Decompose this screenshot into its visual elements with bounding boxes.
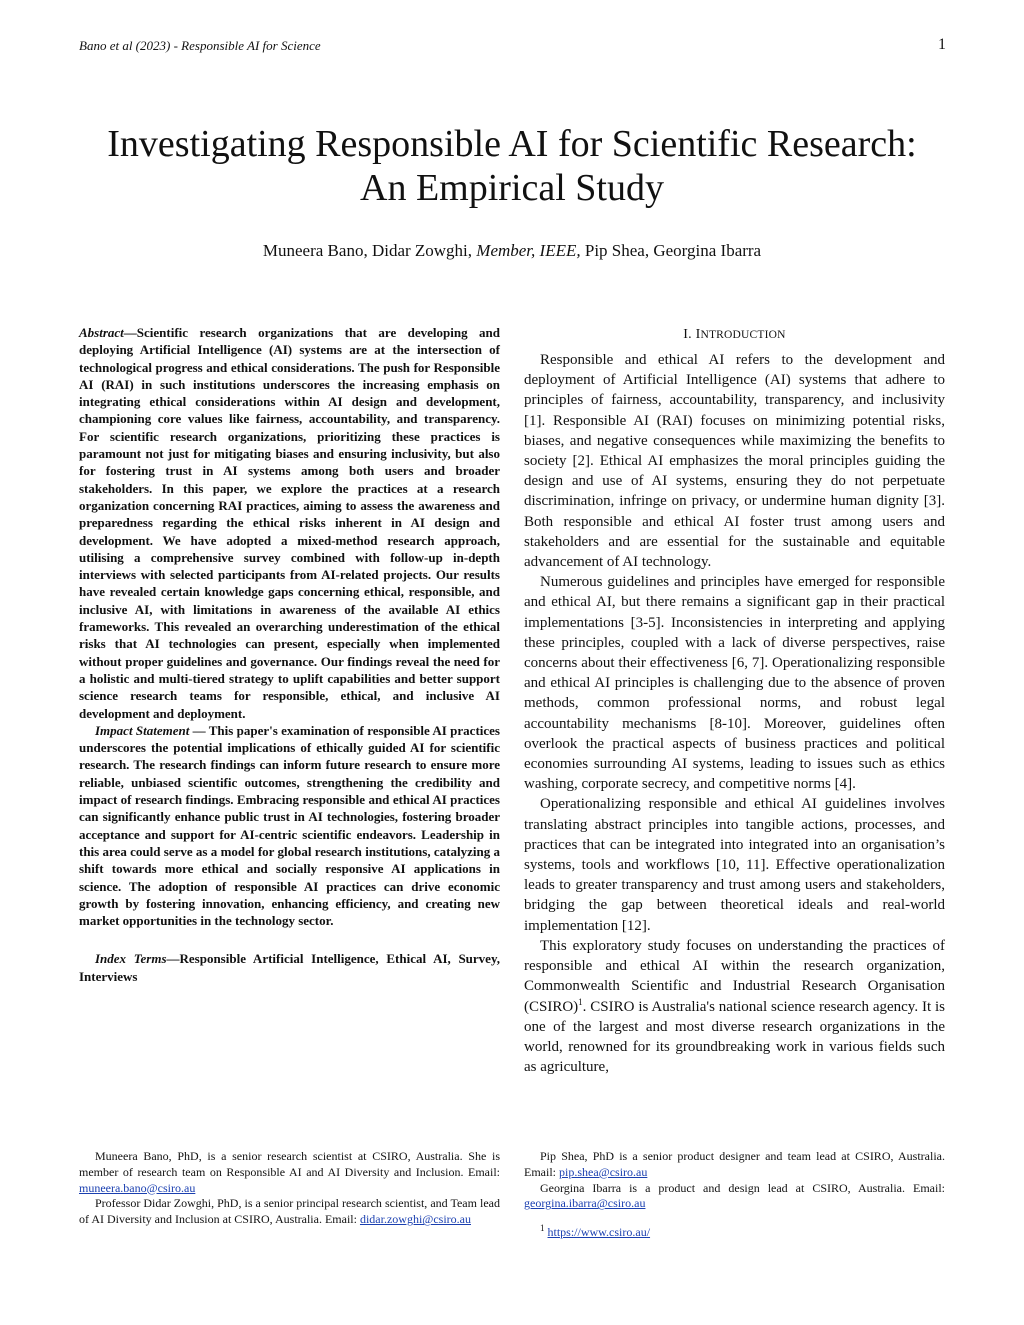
running-head: Bano et al (2023) - Responsible AI for Science <box>79 38 321 53</box>
authors-rest: Pip Shea, Georgina Ibarra <box>580 241 762 260</box>
section-title-rest: NTRODUCTION <box>700 329 786 341</box>
footnote-bano <box>79 1149 500 1196</box>
email-link-bano[interactable]: muneera.bano@csiro.au <box>79 1180 196 1195</box>
footnote-1-number: 1 <box>540 1223 545 1234</box>
intro-paragraph-4-end: . CSIRO is Australia's national science research agency. It is one of the largest and most diverse research organizations in the world, renowned for its groundbreaking work in various fields such as agriculture, <box>524 998 945 1076</box>
page-number: 1 <box>938 36 946 53</box>
index-terms <box>79 950 500 985</box>
email-link-ibarra[interactable]: georgina.ibarra@csiro.au <box>524 1196 646 1211</box>
author-list <box>40 241 984 261</box>
section-title-initial: I <box>695 327 701 342</box>
title-line-1: Investigating Responsible AI for Scientific Research: <box>107 123 917 165</box>
csiro-url-link[interactable]: https://www.csiro.au/ <box>547 1225 651 1240</box>
footnote-zowghi <box>79 1196 500 1228</box>
footnote-zowghi-text: Professor Didar Zowghi, PhD, is a senior principal research scientist, and Team lead of AI Diversity and Inclusion at CSIRO, Australia. Email: <box>79 1196 500 1227</box>
impact-statement-label: Impact Statement <box>95 722 190 738</box>
abstract-label: Abstract <box>79 325 124 340</box>
footnote-shea-text: Pip Shea, PhD is a senior product designer and team lead at CSIRO, Australia. Email: <box>524 1149 945 1179</box>
abstract-text: —Scientific research organizations that are developing and deploying Artificial Intelligence (AI) systems are at the intersection of technological progress and ethical considerations. The push for Responsible AI (RAI) in such institutions underscores the increasing emphasis on integrating ethical considerations within AI design and development, championing core values like fairness, accountability, and transparency. For scientific research organizations, prioritizing these practices is paramount not just for mitigating biases and ensuring inclusivity, but also for fostering trust in AI systems among both users and broader stakeholders. In this paper, we explore the practices at a research organization concerning RAI practices, aiming to assess the awareness and preparedness regarding the ethical risks inherent in AI design and development. We have adopted a mixed-method research approach, utilising a comprehensive survey combined with follow-up in-depth interviews with selected participants from AI-related projects. Our results have revealed certain knowledge gaps concerning ethical, responsible, and inclusive AI, with limitations in awareness of the available AI ethics frameworks. This revealed an overarching underestimation of the ethical risks that AI technologies can present, especially when implemented without proper guidelines and governance. Our findings reveal the need for a holistic and multi-tiered strategy to uplift capabilities and better support science research teams for responsible, ethical, and inclusive AI development and deployment. <box>79 325 500 721</box>
author-footnotes-left <box>79 1149 500 1228</box>
abstract <box>79 324 500 722</box>
impact-statement <box>79 722 500 930</box>
footnote-ibarra-text: Georgina Ibarra is a product and design lead at CSIRO, Australia. Email: <box>540 1180 945 1195</box>
section-numeral: I. <box>683 327 692 342</box>
footnote-ibarra <box>524 1181 945 1213</box>
index-terms-text: —Responsible Artificial Intelligence, Ethical AI, Survey, Interviews <box>79 951 500 984</box>
footnote-marker: 1 <box>578 996 583 1007</box>
intro-paragraph-1: Responsible and ethical AI refers to the development and deployment of Artificial Intelligence (AI) systems that adhere to principles of fairness, accountability, transparency, and inclusivity [1]. Responsible AI (RAI) focuses on minimizing potential risks, biases, and negative consequences while maximizing the benefits to society [2]. Ethical AI emphasizes the moral principles guiding the design and use of AI systems, ensuring they do not perpetuate discrimination, infringe on privacy, or undermine human dignity [3]. Both responsible and ethical AI foster trust among users and stakeholders and are essential for the sustainable and equitable advancement of AI technology. <box>524 352 945 571</box>
intro-paragraph-2: Numerous guidelines and principles have emerged for responsible and ethical AI, but there remains a significant gap in their practical implementations [3-5]. Inconsistencies in interpreting and applying these principles, coupled with a lack of diverse perspectives, raise concerns about their effectiveness [6, 7]. Operationalizing responsible and ethical AI principles is challenging due to the absence of proven methods, common professional norms, and robust legal accountability mechanisms [8-10]. Moreover, guidelines often overlook the practical aspects of business practices and political economies surrounding AI systems, leading to issues such as ethics washing, corporate secrecy, and competitive norms [4]. <box>524 574 945 793</box>
left-column <box>79 324 500 985</box>
section-heading-introduction <box>524 327 945 343</box>
intro-paragraph-3: Operationalizing responsible and ethical AI guidelines involves translating abstract principles into tangible actions, processes, and practices that can be integrated into integrated into an organisation’s systems, tools and workflows [10, 11]. Effective operationalization leads to greater transparency and trust among users and stakeholders, bridging the gap between theoretical ideals and real-world implementation [12]. <box>524 796 945 934</box>
footnote-bano-text: Muneera Bano, PhD, is a senior research scientist at CSIRO, Australia. She is member of research team on Responsible AI and AI Diversity and Inclusion. Email: <box>79 1149 500 1179</box>
author-footnotes-right <box>524 1149 945 1241</box>
intro-paragraph-4-start: This exploratory study focuses on understanding the practices of responsible and ethical AI within the research organization, Commonwealth Scientific and Industrial Research Organisation (CSIRO) <box>524 937 945 1015</box>
title-line-2: An Empirical Study <box>360 167 664 209</box>
right-column <box>524 324 945 1077</box>
member-role: Member, IEEE, <box>476 241 581 260</box>
impact-statement-text: — This paper's examination of responsible AI practices underscores the potential implications of ethically guided AI for scientific research. The research findings can inform future research to ensure more reliable, unbiased scientific outcomes, strengthening the credibility and impact of research findings. Embracing responsible and ethical AI practices can significantly enhance public trust in AI technologies, fostering broader acceptance and support for AI-centric scientific endeavors. Leadership in this area could serve as a model for global research institutions, catalyzing a shift towards more ethical and socially responsive AI applications in science. The adoption of responsible AI practices can drive economic growth by fostering innovation, enhancing efficiency, and creating new market opportunities in the technology sector. <box>79 722 500 929</box>
authors-first: Muneera Bano, Didar Zowghi, <box>262 241 477 260</box>
footnote-shea <box>524 1149 945 1181</box>
email-link-shea[interactable]: pip.shea@csiro.au <box>559 1164 648 1179</box>
paper-title <box>40 122 984 210</box>
email-link-zowghi[interactable]: didar.zowghi@csiro.au <box>359 1212 471 1227</box>
index-terms-label: Index Terms <box>95 951 167 967</box>
footnote-1 <box>524 1225 945 1241</box>
intro-paragraph-4 <box>524 936 945 1077</box>
